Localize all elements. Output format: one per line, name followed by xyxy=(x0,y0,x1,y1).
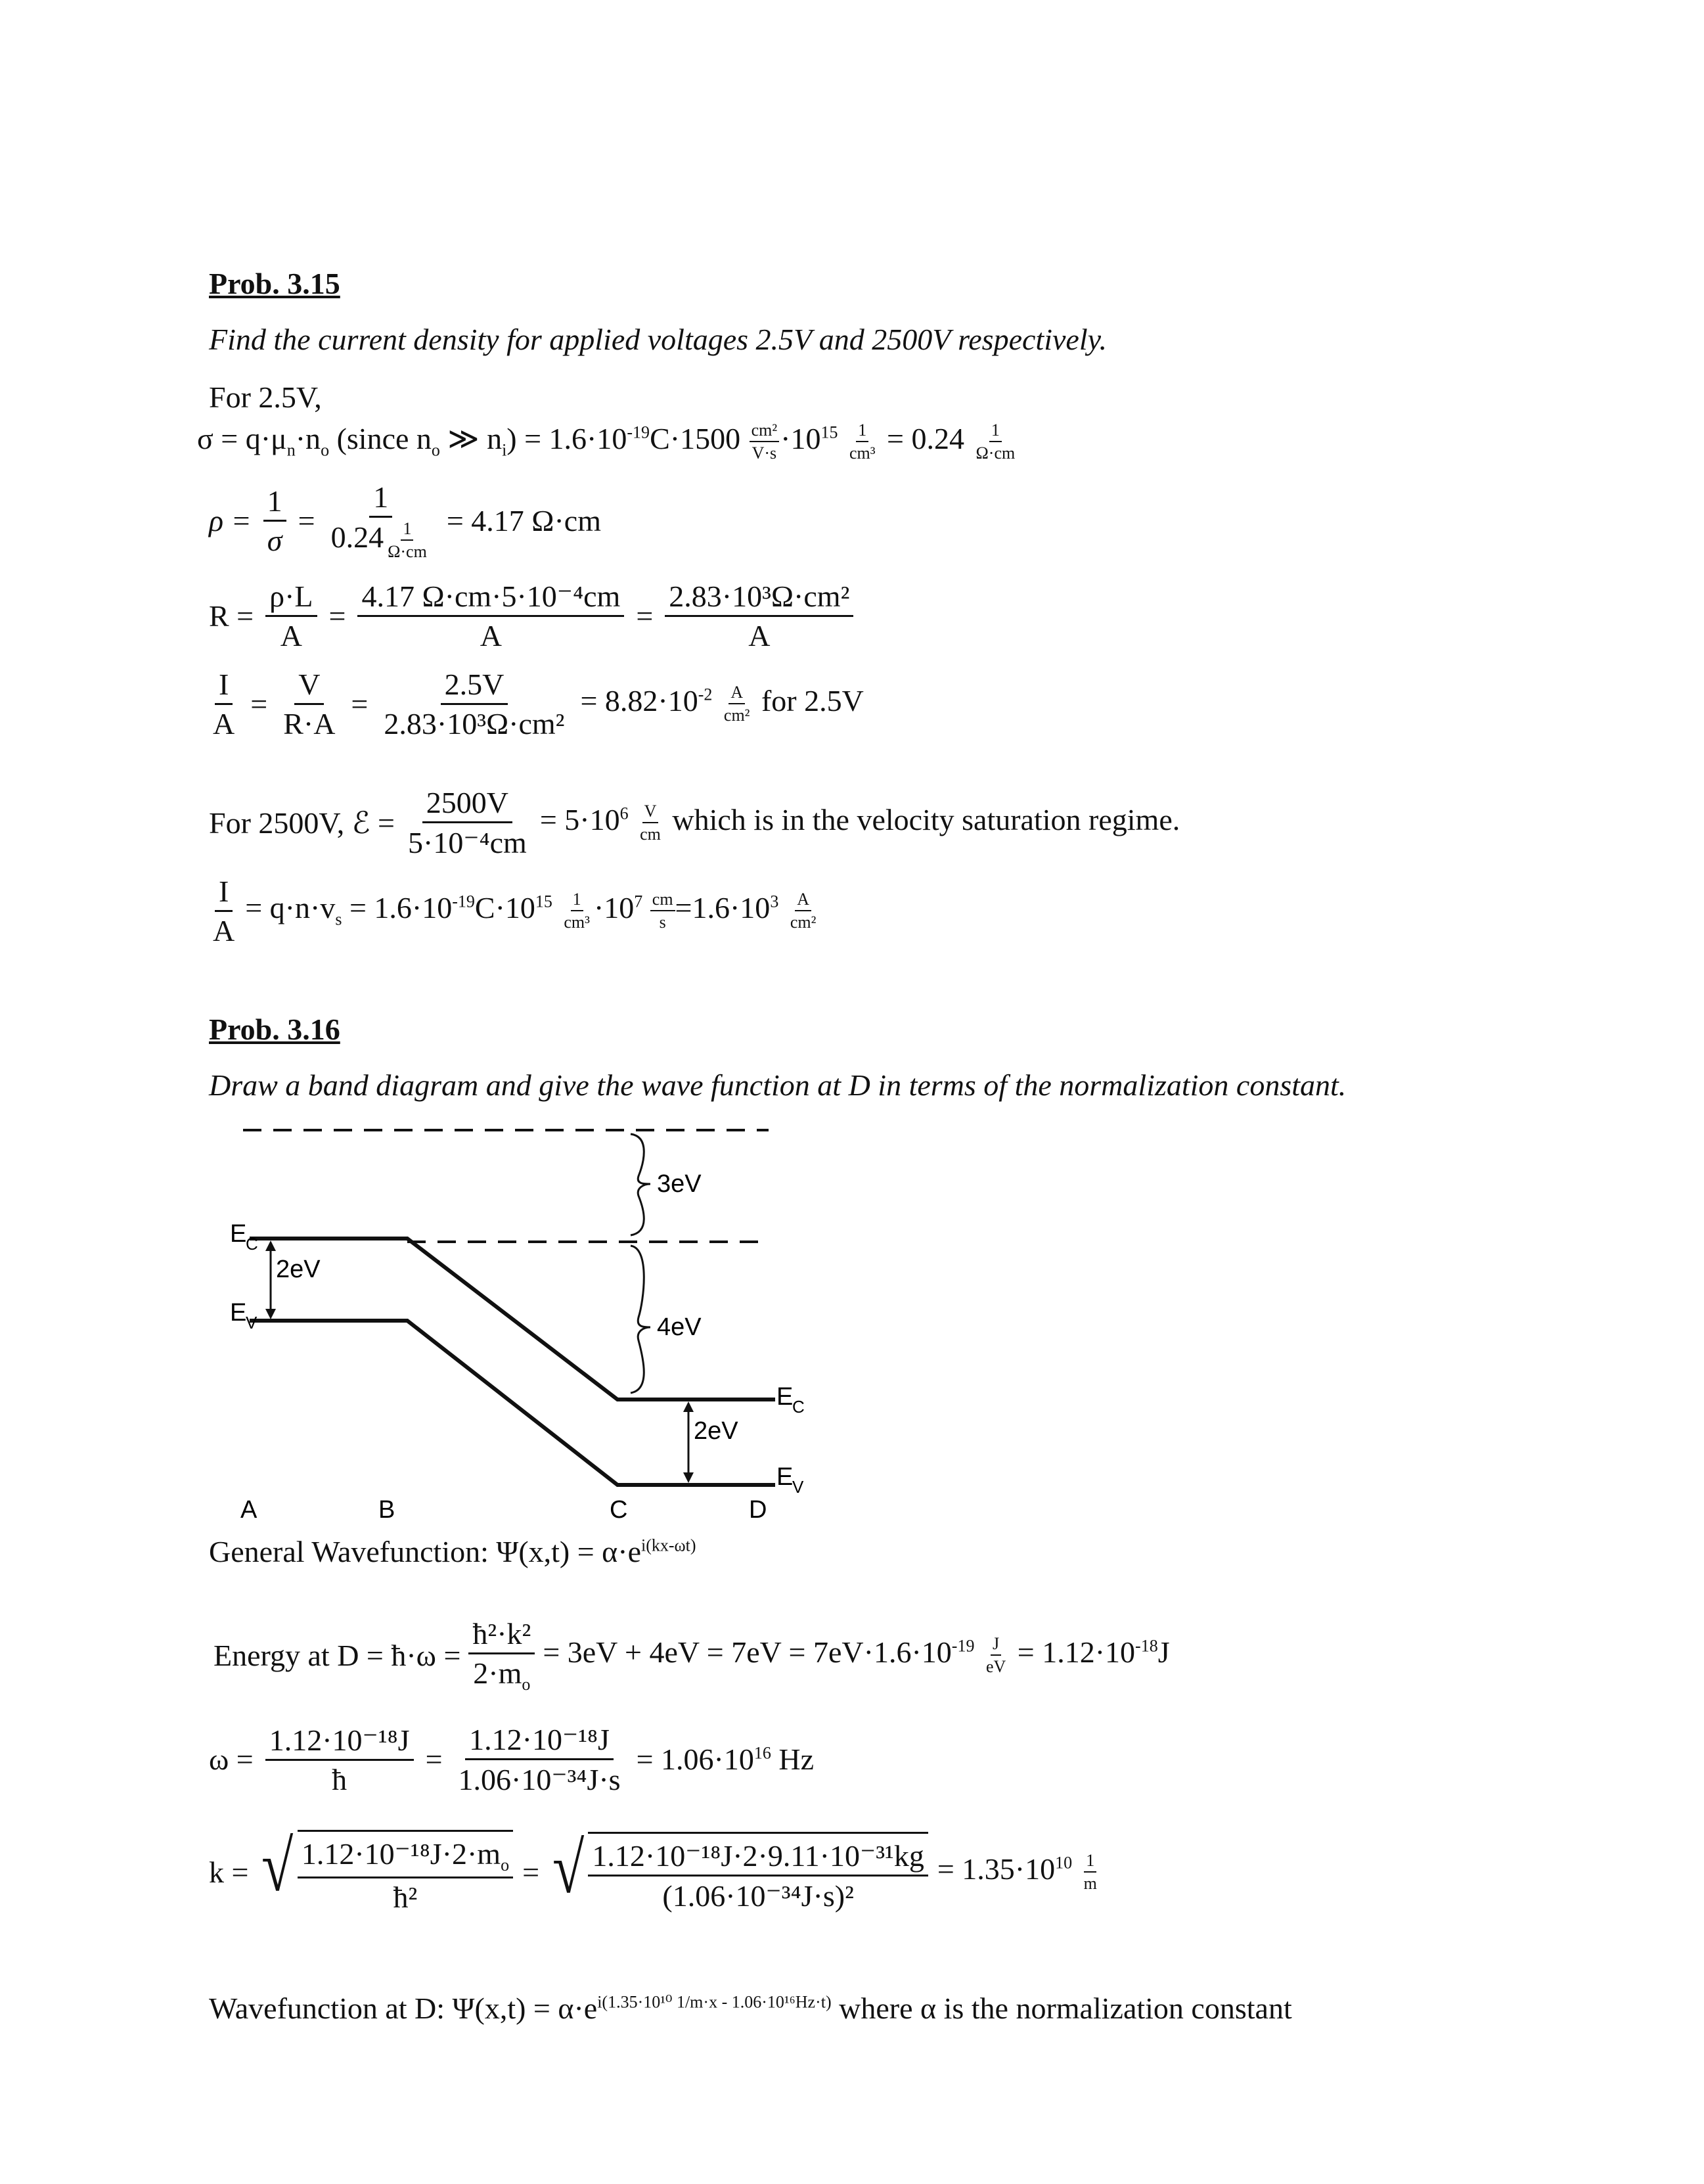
prob-3-16-title: Prob. 3.16 xyxy=(209,1012,340,1046)
wavenumber-equation: k = √ $\frac{1.12\cdot 10^{-18}J\cdot 2\cdot m_o}{\text{ħ²}}$ = √ $\frac{\text{1.12·10⁻¹⁸J·2·9.11·10⁻³¹kg}}{\text{(1.06·10⁻³⁴J·s)²}}$ = $1.35\cdot 10^{10}$ $\frac{1}{m}$ xyxy=(209,1826,1097,1915)
valence-band-edge xyxy=(250,1321,775,1485)
label-3ev: 3eV xyxy=(657,1170,702,1198)
point-b: B xyxy=(378,1496,395,1524)
band-diagram xyxy=(197,1110,854,1537)
prob-3-15-title: Prob. 3.15 xyxy=(209,267,340,300)
label-ev-right-sub: V xyxy=(792,1477,804,1497)
label-2ev-left: 2eV xyxy=(276,1256,321,1283)
energy-equation: Energy at D = ħ·ω = $\frac{\text{ħ²·k²}}{2\cdot m_o}$ = $3eV + 4eV = 7eV = 7eV\cdot 1.6\cdot 10^{-19}$ $\frac{J}{eV}$ = $1.12\cdot 10^{-18}J$ xyxy=(213,1617,1170,1695)
omega-equation: ω = $\frac{\text{1.12·10⁻¹⁸J}}{ħ}$ = $\frac{\text{1.12·10⁻¹⁸J}}{\text{1.06·10⁻³⁴J·s}}$ = $1.06\cdot 10^{16}$ Hz xyxy=(209,1723,814,1796)
general-wavefunction: General Wavefunction: $\Psi(x,t) = \alpha\cdot e^{i(kx-\omega t)}$ xyxy=(209,1535,696,1568)
label-ec-right: E xyxy=(776,1383,794,1411)
label-ev-right: E xyxy=(776,1463,794,1491)
label-ec-left-sub: C xyxy=(246,1234,258,1254)
current-density-low-equation: $\frac{I}{A}$ = $\frac{V}{R\cdot A}$ = $\frac{2.5V}{\text{2.83·10³Ω·cm²}}$ = $8.82\cdot 10^{-2}$ $\frac{A}{\text{cm²}}$ for 2.5V xyxy=(213,668,864,740)
sigma-equation: $\sigma = q\cdot\mu_n\cdot n_o$ (since $n_o$ ≫ $n_i) = 1.6\cdot 10^{-19}C\cdot 1500$ $\frac{\text{cm²}}{V\cdot s}$ $\cdot 10^{15}$ $\frac{1}{\text{cm³}}$ = 0.24 $\frac{1}{\Omega\cdot cm}$ xyxy=(197,421,1016,463)
point-c: C xyxy=(610,1496,628,1524)
label-ec-right-sub: C xyxy=(792,1397,805,1417)
prob-3-15-prompt: Find the current density for applied voltages 2.5V and 2500V respectively. xyxy=(209,323,1107,356)
label-ev-left: E xyxy=(230,1299,247,1327)
current-density-high-equation: $\frac{I}{A}$ = $q\cdot n\cdot v_s = 1.6\cdot 10^{-19}C\cdot 10^{15}$ $\frac{1}{\text{cm³}}$ $\cdot 10^7$ $\frac{cm}{s}$ $=1.6\cdot 10^3$ $\frac{A}{\text{cm²}}$ xyxy=(213,875,817,947)
brace-4ev xyxy=(631,1246,650,1393)
prob-3-16-prompt: Draw a band diagram and give the wave function at D in terms of the normalization constant. xyxy=(209,1068,1347,1102)
for-2-5v-label: For 2.5V, xyxy=(209,380,322,414)
field-equation: For 2500V, ℰ = $\frac{2500V}{\text{5·10⁻⁴cm}}$ = $5\cdot 10^6$ $\frac{V}{cm}$ which is in the velocity saturation regime. xyxy=(209,786,1180,859)
point-a: A xyxy=(240,1496,258,1524)
rho-equation: ρ = $\frac{1}{\sigma}$ = 1 0.24 $\frac{1}{\Omega\cdot cm}$ = 4.17 Ω·cm xyxy=(209,480,601,561)
brace-3ev xyxy=(631,1134,650,1235)
label-ec-left: E xyxy=(230,1220,247,1248)
wavefunction-at-d: Wavefunction at D: $\Psi(x,t) = \alpha\cdot e^{i(1.35\cdot 10^{10} 1/m\cdot x - 1.06\cdot 10^{16}Hz\cdot t)}$ where α is the normalization constant xyxy=(209,1991,1292,2025)
label-4ev: 4eV xyxy=(657,1313,702,1341)
label-ev-left-sub: V xyxy=(246,1313,258,1332)
point-d: D xyxy=(749,1496,767,1524)
label-2ev-right: 2eV xyxy=(694,1417,738,1445)
resistance-equation: R = $\frac{\rho\cdot L}{A}$ = $\frac{\text{4.17 Ω·cm·5·10⁻⁴cm}}{A}$ = $\frac{\text{2.83·10³Ω·cm²}}{A}$ xyxy=(209,578,853,653)
